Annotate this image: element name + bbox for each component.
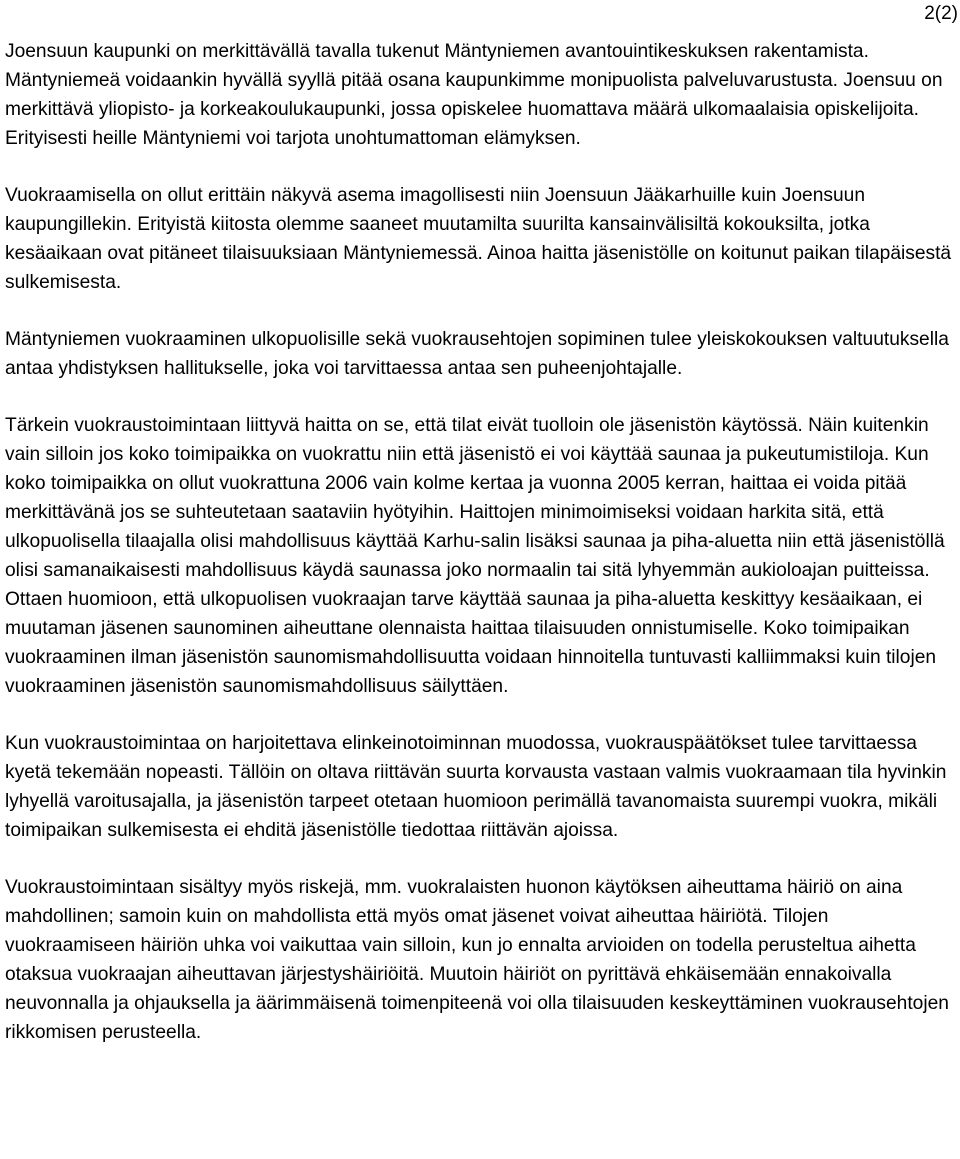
paragraph-image-visibility: Vuokraamisella on ollut erittäin näkyvä asema imagollisesti niin Joensuun Jääkarhuille kuin Joensuun kaupungillekin. Erityistä kiitosta olemme saaneet muutamilta suurilta kansainvälisiltä kokouksilta, jotka kesäaikaan ovat pitäneet tilaisuuksiaan Mäntyniemessä. Ainoa haitta jäsenistölle on koitunut paikan tilapäisestä sulkemisesta. [5, 185, 952, 293]
paragraph-city-support: Joensuun kaupunki on merkittävällä tavalla tukenut Mäntyniemen avantouintikeskuksen rakentamista. Mäntyniemeä voidaankin hyvällä syyllä pitää osana kaupunkimme monipuolista palveluvarustusta. Joensuu on merkittävä yliopisto- ja korkeakoulukaupunki, jossa opiskelee huomattava määrä ulkomaalaisia opiskelijoita. Erityisesti heille Mäntyniemi voi tarjota unohtumattoman elämyksen. [5, 41, 943, 149]
page-number: 2(2) [924, 3, 958, 24]
paragraph-rental-drawbacks: Tärkein vuokraustoimintaan liittyvä haitta on se, että tilat eivät tuolloin ole jäsenistön käytössä. Näin kuitenkin vain silloin jos koko toimipaikka on vuokrattu niin että jäsenistö ei voi käyttää saunaa ja pukeutumistiloja. Kun koko toimipaikka on ollut vuokrattuna 2006 vain kolme kertaa ja vuonna 2005 kerran, haittaa ei voida pitää merkittävänä jos se suhteutetaan saataviin hyötyihin. Haittojen minimoimiseksi voidaan harkita sitä, että ulkopuolisella tilaajalla olisi mahdollisuus käyttää Karhu-salin lisäksi saunaa ja piha-aluetta niin että jäsenistöllä olisi samanaikaisesti mahdollisuus käydä saunassa joko normaalin tai sitä lyhyemmän aukioloajan puitteissa. Ottaen huomioon, että ulkopuolisen vuokraajan tarve käyttää saunaa ja piha-aluetta keskittyy kesäaikaan, ei muutaman jäsenen saunominen aiheuttane olennaista haittaa tilaisuuden onnistumiselle. Koko toimipaikan vuokraaminen ilman jäsenistön saunomismahdollisuutta voidaan hinnoitella tuntuvasti kalliimmaksi kuin tilojen vuokraaminen jäsenistön saunomismahdollisuus säilyttäen. [5, 415, 945, 697]
document-body [5, 37, 955, 1047]
paragraph-rental-risks: Vuokraustoimintaan sisältyy myös riskejä, mm. vuokralaisten huonon käytöksen aiheuttama häiriö on aina mahdollinen; samoin kuin on mahdollista että myös omat jäsenet voivat aiheuttaa häiriötä. Tilojen vuokraamiseen häiriön uhka voi vaikuttaa vain silloin, kun jo ennalta arvioiden on todella perusteltua aihetta otaksua vuokraajan aiheuttavan järjestyshäiriöitä. Muutoin häiriöt on pyrittävä ehkäisemään ennakoivalla neuvonnalla ja ohjauksella ja äärimmäisenä toimenpiteenä voi olla tilaisuuden keskeyttäminen vuokrausehtojen rikkomisen perusteella. [5, 877, 949, 1043]
paragraph-rental-authority: Mäntyniemen vuokraaminen ulkopuolisille sekä vuokrausehtojen sopiminen tulee yleiskokouksen valtuutuksella antaa yhdistyksen hallitukselle, joka voi tarvittaessa antaa sen puheenjohtajalle. [5, 329, 949, 379]
paragraph-rental-decisions: Kun vuokraustoimintaa on harjoitettava elinkeinotoiminnan muodossa, vuokrauspäätökset tulee tarvittaessa kyetä tekemään nopeasti. Tällöin on oltava riittävän suurta korvausta vastaan valmis vuokraamaan tila hyvinkin lyhyellä varoitusajalla, ja jäsenistön tarpeet otetaan huomioon perimällä tavanomaista suurempi vuokra, mikäli toimipaikan sulkemisesta ei ehditä jäsenistölle tiedottaa riittävän ajoissa. [5, 733, 947, 841]
